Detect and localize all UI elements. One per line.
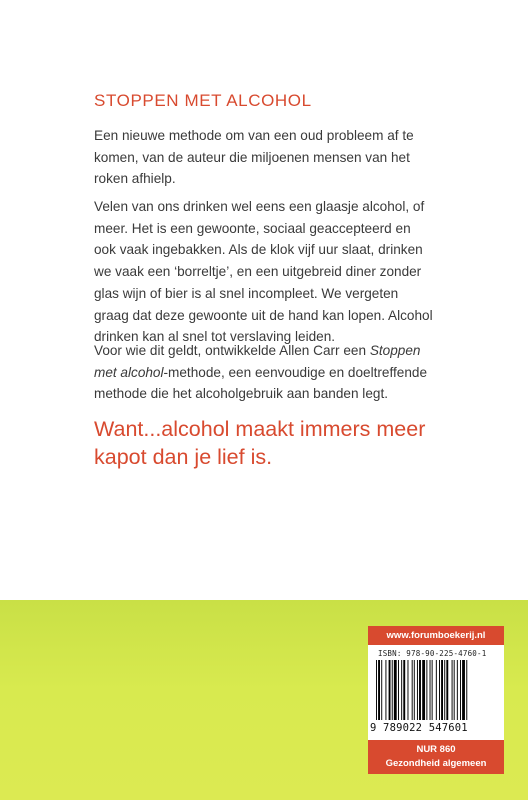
isbn-number: ISBN: 978-90-225-4760-1	[378, 649, 487, 658]
book-title: STOPPEN MET ALCOHOL	[94, 91, 312, 110]
nur-code: NUR 860	[416, 744, 456, 755]
barcode-digits: 9 789022 547601	[370, 722, 468, 734]
intro-paragraph: Een nieuwe methode om van een oud probleem af te komen, van de auteur die miljoenen mensen van het roken afhielp.	[94, 128, 414, 187]
method-paragraph-start: Voor wie dit geldt, ontwikkelde Allen Carr een	[94, 343, 370, 358]
genre-label: Gezondheid algemeen	[385, 758, 487, 769]
barcode-panel	[368, 626, 504, 774]
method-name: Stoppen met alcohol	[94, 343, 421, 380]
tagline: Want...alcohol maakt immers meer kapot dan je lief is.	[94, 417, 426, 469]
method-paragraph	[94, 340, 436, 405]
publisher-website: www.forumboekerij.nl	[368, 626, 504, 645]
method-paragraph-end: -methode, een eenvoudige en doeltreffende methode die het alcoholgebruik aan banden legt.	[94, 364, 428, 402]
nur-classification	[368, 740, 504, 774]
description-paragraph: Velen van ons drinken wel eens een glaasje alcohol, of meer. Het is een gewoonte, sociaal geaccepteerd en ook vaak ingebakken. Als de klok vijf uur slaat, drinken we vaak een ‘borreltje’, en een uitgebreid diner zonder glas wijn of bier is al snel incompleet. We vergeten graag dat deze gewoonte uit de hand kan lopen. Alcohol drinken kan al snel tot verslaving leiden.	[94, 199, 433, 345]
